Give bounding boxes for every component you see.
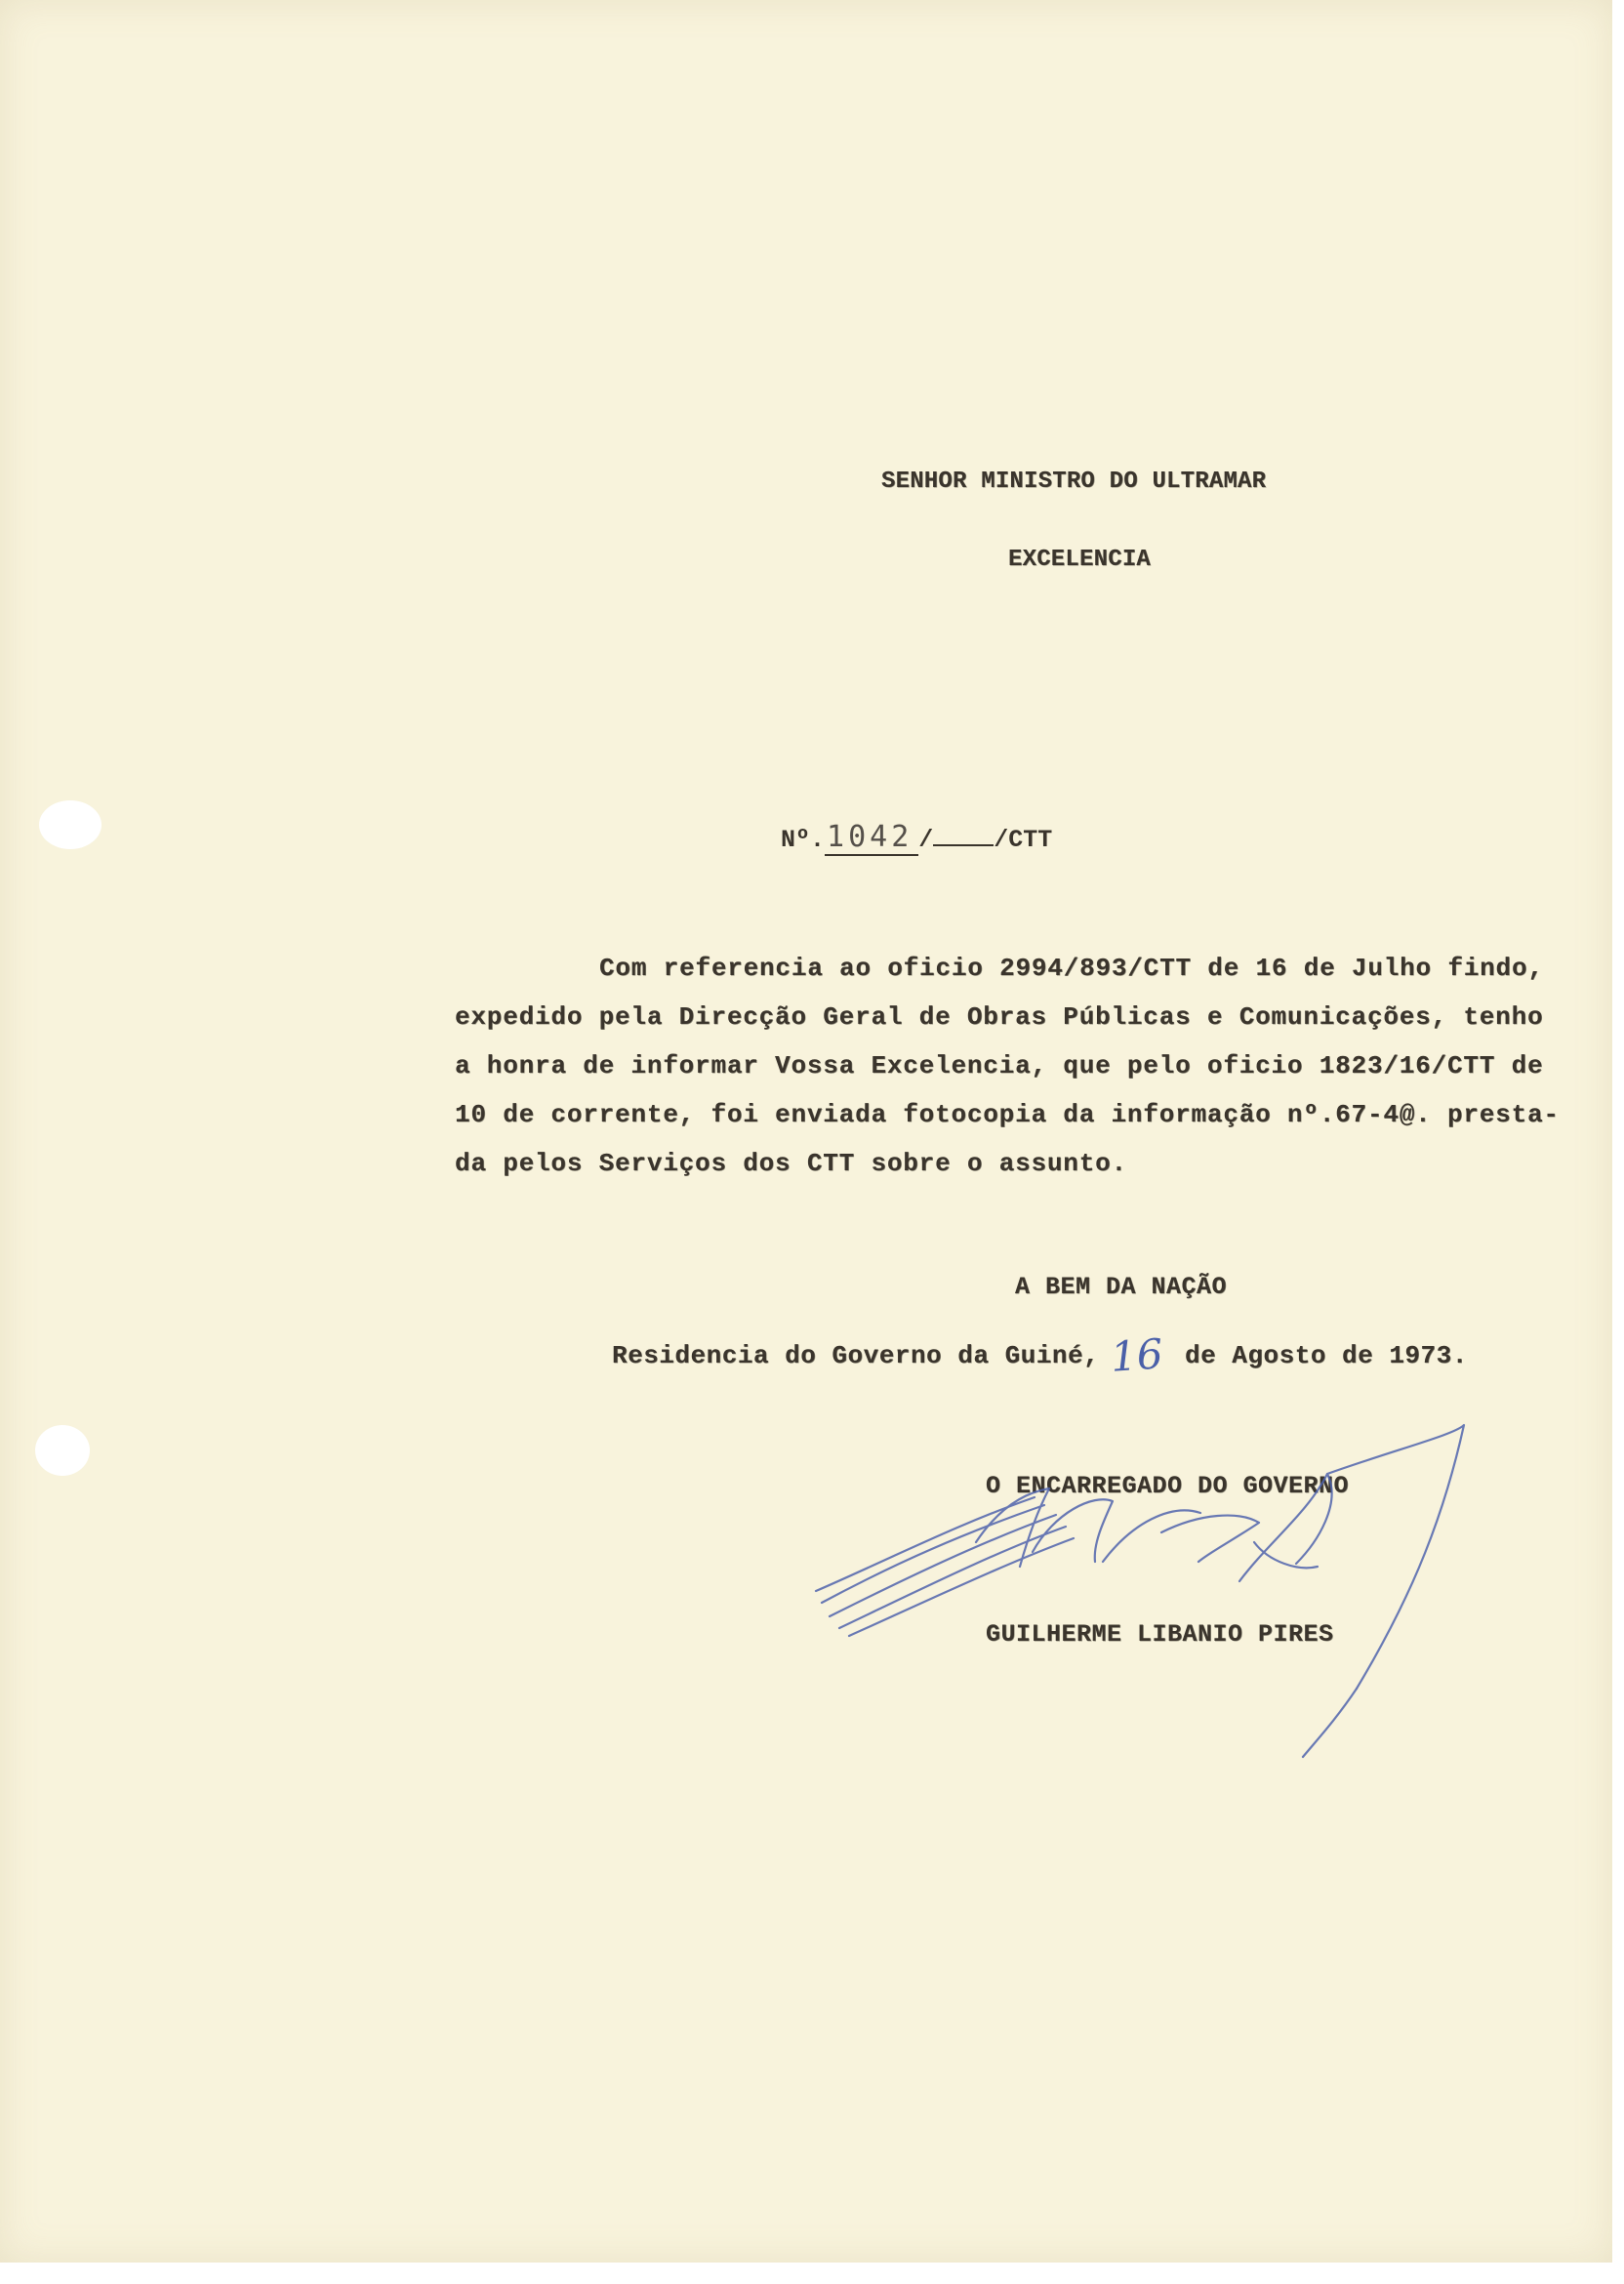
reference-prefix: Nº. [781,826,826,854]
body-line: a honra de informar Vossa Excelencia, que pelo oficio 1823/16/CTT de [455,1051,1544,1081]
place-before-day: Residencia do Governo da Guiné, [612,1341,1100,1370]
body-line: 10 de corrente, foi enviada fotocopia da informação nº.67-4@. presta- [455,1100,1560,1129]
reference-suffix: /CTT [994,826,1053,854]
addressee-line: SENHOR MINISTRO DO ULTRAMAR [881,469,1267,495]
signatory-title: O ENCARREGADO DO GOVERNO [986,1472,1350,1500]
page-edge [1612,0,1624,2284]
reference-separator: / [918,826,934,854]
punch-hole-top [39,800,102,849]
body-line: da pelos Serviços dos CTT sobre o assunto. [455,1149,1127,1178]
place-after-day: de Agosto de 1973. [1185,1341,1468,1370]
handwritten-day: 16 [1109,1329,1165,1381]
page-bottom-edge [0,2263,1624,2284]
reference-handwritten-number: 1042 [825,820,918,856]
salutation-line: EXCELENCIA [1008,547,1152,573]
body-line: expedido pela Direcção Geral de Obras Públicas e Comunicações, tenho [455,1002,1544,1032]
signatory-name: GUILHERME LIBANIO PIRES [986,1620,1334,1649]
closing-line: A BEM DA NAÇÃO [1015,1273,1228,1301]
body-line: Com referencia ao oficio 2994/893/CTT de 16 de Julho findo, [599,954,1544,983]
reference-number [781,820,1052,854]
handwritten-signature [810,1396,1493,1767]
punch-hole-bottom [35,1425,90,1476]
letter-body [455,944,1577,1188]
reference-blank [933,823,994,846]
